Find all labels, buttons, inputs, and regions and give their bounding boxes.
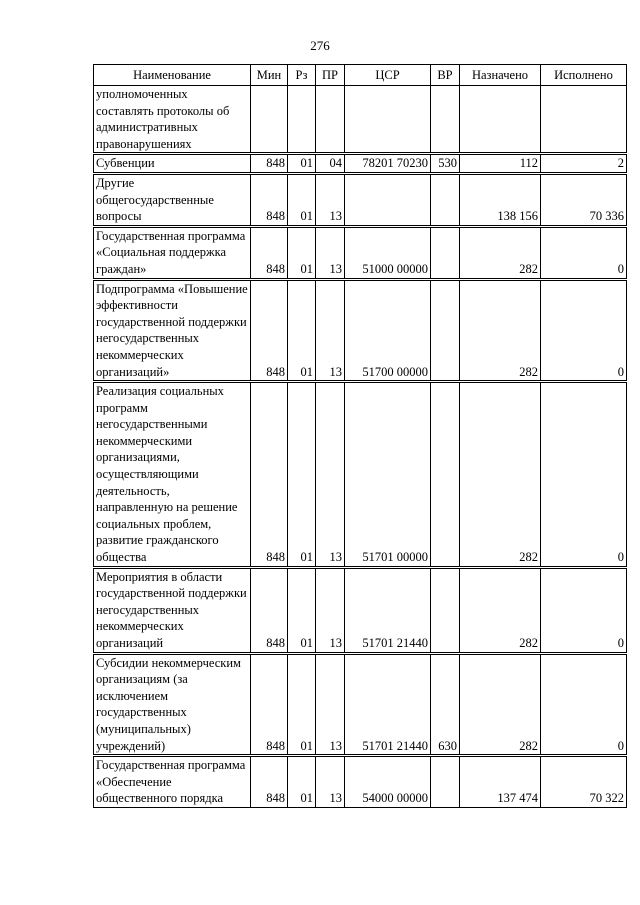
row-name: Другие общегосударственные вопросы [94,173,251,226]
table-row [94,279,627,382]
row-rz: 01 [288,567,316,653]
row-min: 848 [251,279,288,382]
row-executed: 0 [541,279,627,382]
row-csr: 51701 00000 [345,382,431,568]
row-name: уполномоченных составлять протоколы об административных правонарушениях [94,86,251,154]
row-rz: 01 [288,226,316,279]
row-pr: 13 [316,226,345,279]
row-min: 848 [251,756,288,808]
table-row [94,567,627,653]
budget-table [93,64,627,808]
row-csr [345,173,431,226]
row-rz: 01 [288,653,316,756]
header-executed: Исполнено [541,65,627,86]
row-name: Субвенции [94,154,251,174]
row-vr [431,86,460,154]
row-vr: 530 [431,154,460,174]
row-rz: 01 [288,382,316,568]
row-executed: 0 [541,653,627,756]
row-csr: 54000 00000 [345,756,431,808]
row-assigned: 137 474 [460,756,541,808]
row-csr: 51701 21440 [345,653,431,756]
row-name: Государственная программа «Социальная поддержка граждан» [94,226,251,279]
row-pr: 13 [316,279,345,382]
row-rz [288,86,316,154]
row-name: Государственная программа «Обеспечение общественного порядка [94,756,251,808]
row-assigned: 282 [460,382,541,568]
row-csr: 78201 70230 [345,154,431,174]
row-vr [431,756,460,808]
row-executed: 2 [541,154,627,174]
row-csr: 51701 21440 [345,567,431,653]
row-pr: 13 [316,382,345,568]
table-row [94,653,627,756]
header-csr: ЦСР [345,65,431,86]
row-name: Субсидии некоммерческим организациям (за исключением государственных (муниципальных) учреждений) [94,653,251,756]
row-rz: 01 [288,154,316,174]
row-vr [431,173,460,226]
row-csr [345,86,431,154]
row-pr: 13 [316,173,345,226]
row-csr: 51000 00000 [345,226,431,279]
table-row [94,86,627,154]
table-row [94,382,627,568]
row-min: 848 [251,653,288,756]
row-min: 848 [251,226,288,279]
row-pr [316,86,345,154]
header-assigned: Назначено [460,65,541,86]
row-assigned: 282 [460,567,541,653]
row-pr: 04 [316,154,345,174]
row-vr [431,382,460,568]
header-pr: ПР [316,65,345,86]
row-min: 848 [251,154,288,174]
row-executed: 70 322 [541,756,627,808]
row-assigned: 282 [460,653,541,756]
row-vr [431,226,460,279]
row-csr: 51700 00000 [345,279,431,382]
row-min: 848 [251,382,288,568]
header-vr: ВР [431,65,460,86]
row-executed: 0 [541,567,627,653]
row-vr: 630 [431,653,460,756]
row-name: Реализация социальных программ негосударственными некоммерческими организациями, осуществляющими деятельность, направленную на решение социальных проблем, развитие гражданского общества [94,382,251,568]
row-min [251,86,288,154]
row-assigned: 282 [460,226,541,279]
row-min: 848 [251,173,288,226]
row-assigned: 112 [460,154,541,174]
row-pr: 13 [316,756,345,808]
row-executed: 0 [541,226,627,279]
table-row [94,226,627,279]
table-row [94,154,627,174]
row-pr: 13 [316,653,345,756]
row-executed [541,86,627,154]
table-header-row [94,65,627,86]
row-vr [431,567,460,653]
table-row [94,173,627,226]
header-rz: Рз [288,65,316,86]
row-executed: 0 [541,382,627,568]
row-assigned: 282 [460,279,541,382]
row-assigned: 138 156 [460,173,541,226]
row-name: Подпрограмма «Повышение эффективности государственной поддержки негосударственных некоммерческих организаций» [94,279,251,382]
row-vr [431,279,460,382]
header-min: Мин [251,65,288,86]
row-rz: 01 [288,173,316,226]
row-assigned [460,86,541,154]
header-name: Наименование [94,65,251,86]
row-name: Мероприятия в области государственной поддержки негосударственных некоммерческих организаций [94,567,251,653]
table-row [94,756,627,808]
row-pr: 13 [316,567,345,653]
row-min: 848 [251,567,288,653]
row-rz: 01 [288,279,316,382]
row-executed: 70 336 [541,173,627,226]
row-rz: 01 [288,756,316,808]
page-number: 276 [310,38,330,53]
